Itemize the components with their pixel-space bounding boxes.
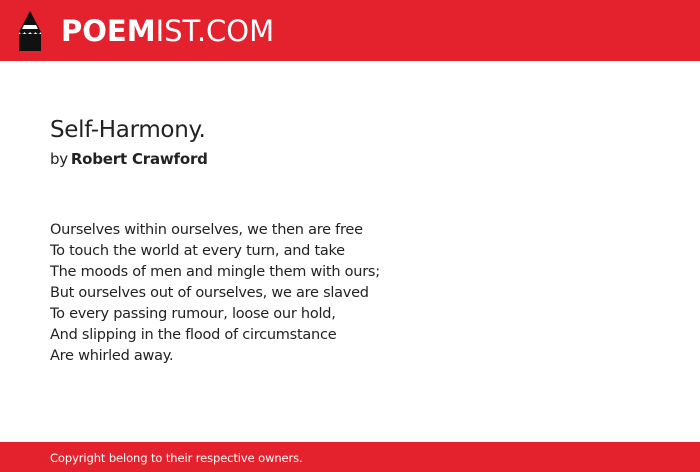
byline-prefix: by — [50, 150, 68, 168]
poem-line: Ourselves within ourselves, we then are free — [50, 222, 363, 238]
footer-copyright: Copyright belong to their respective owners. — [50, 451, 303, 465]
poem-line: And slipping in the flood of circumstance — [50, 327, 337, 343]
site-header — [0, 0, 700, 61]
pen-nib-icon — [17, 10, 43, 52]
site-logo-link[interactable] — [17, 10, 274, 52]
poem-body — [50, 220, 380, 367]
logo-text-bold: POEM — [61, 13, 156, 48]
logo-text-light: IST.COM — [155, 13, 275, 48]
poem-line: Are whirled away. — [50, 348, 174, 364]
poem-title: Self-Harmony. — [50, 117, 206, 143]
poem-byline — [50, 150, 208, 168]
poem-author: Robert Crawford — [70, 150, 208, 168]
site-logo-text — [61, 13, 275, 48]
poem-line: To touch the world at every turn, and take — [50, 243, 345, 259]
poem-line: But ourselves out of ourselves, we are slaved — [50, 285, 369, 301]
poem-line: The moods of men and mingle them with ours; — [50, 264, 380, 280]
poem-line: To every passing rumour, loose our hold, — [50, 306, 336, 322]
site-footer — [0, 442, 700, 472]
